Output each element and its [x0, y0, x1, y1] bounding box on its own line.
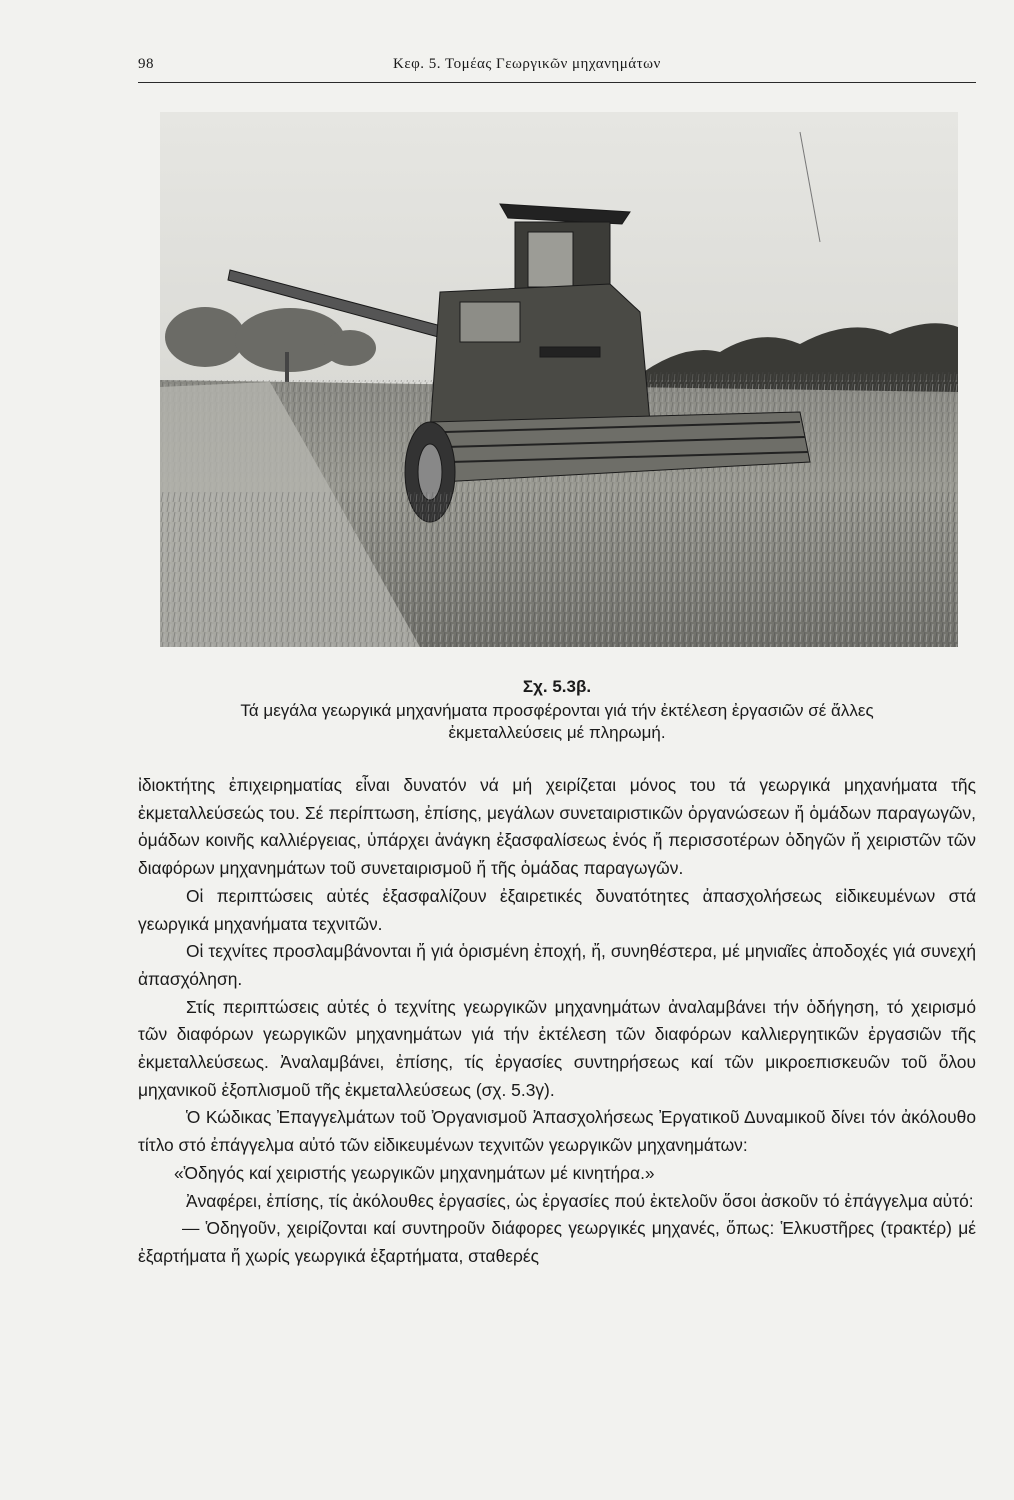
page-header — [138, 56, 976, 83]
body-text — [138, 772, 976, 1271]
paragraph: Οἱ περιπτώσεις αὐτές ἐξασφαλίζουν ἐξαιρετικές δυνατότητες ἀπασχολήσεως εἰδικευμένων στά γεωργικά μηχανήματα τεχνιτῶν. — [138, 885, 976, 934]
paragraph: Ὁ Κώδικας Ἐπαγγελμάτων τοῦ Ὀργανισμοῦ Ἀπασχολήσεως Ἐργατικοῦ Δυναμικοῦ δίνει τόν ἀκόλουθο τίτλο στό ἐπάγγελμα αὐτό τῶν εἰδικευμένων τεχνιτῶν γεωργικῶν μηχανημάτων: — [138, 1107, 976, 1156]
figure-caption — [138, 676, 976, 744]
paragraph: Οἱ τεχνίτες προσλαμβάνονται ἤ γιά ὁρισμένη ἐποχή, ἤ, συνηθέστερα, μέ μηνιαῖες ἀποδοχές γιά συνεχή ἀπασχόληση. — [138, 941, 976, 989]
figure-label: Σχ. 5.3β. — [522, 677, 592, 696]
combine-harvester-photo — [160, 112, 958, 647]
list-item: — Ὁδηγοῦν, χειρίζονται καί συντηροῦν διάφορες γεωργικές μηχανές, ὅπως: Ἑλκυστῆρες (τρακτέρ) μέ ἐξαρτήματα ἤ χωρίς γεωργικά ἐξαρτήματα, σταθερές — [138, 1218, 976, 1266]
caption-line-2: ἐκμεταλλεύσεις μέ πληρωμή. — [448, 723, 666, 742]
paragraph: Ἀναφέρει, ἐπίσης, τίς ἀκόλουθες ἐργασίες, ὡς ἐργασίες πού ἐκτελοῦν ὅσοι ἀσκοῦν τό ἐπάγγελμα αὐτό: — [186, 1190, 974, 1211]
caption-line-1: Τά μεγάλα γεωργικά μηχανήματα προσφέρονται γιά τήν ἐκτέλεση ἐργασιῶν σέ ἄλλες — [240, 701, 874, 720]
quoted-title: «Ὁδηγός καί χειριστής γεωργικῶν μηχανημάτων μέ κινητήρα.» — [174, 1162, 655, 1183]
paragraph: ἰδιοκτήτης ἐπιχειρηματίας εἶναι δυνατόν νά μή χειρίζεται μόνος του τά γεωργικά μηχανήματα τῆς ἐκμεταλλεύσεώς του. Σέ περίπτωση, ἐπίσης, μεγάλων συνεταιριστικῶν ὀργανώσεων ἤ ὁμάδων παραγωγῶν, ὁμάδων κοινῆς καλλιέργειας, ὑπάρχει ἀνάγκη ἐξασφαλίσεως ἑνός ἤ περισσοτέρων ὁδηγῶν ἤ χειριστῶν τῶν διαφόρων μηχανημάτων τοῦ συνεταιρισμοῦ ἤ τῆς ὁμάδας παραγωγῶν. — [138, 775, 976, 879]
paragraph: Στίς περιπτώσεις αὐτές ὁ τεχνίτης γεωργικῶν μηχανημάτων ἀναλαμβάνει τήν ὁδήγηση, τό χειρισμό τῶν διαφόρων γεωργικῶν μηχανημάτων γιά τήν ἐκτέλεση τῶν διαφόρων καλλιεργητικῶν ἐργασιῶν τῆς ἐκμεταλλεύσεως. Ἀναλαμβάνει, ἐπίσης, τίς ἐργασίες συντηρήσεως καί τῶν μικροεπισκευῶν τοῦ ὅλου μηχανικοῦ ἐξοπλισμοῦ τῆς ἐκμεταλλεύσεως (σχ. 5.3γ). — [138, 996, 976, 1100]
page-number: 98 — [138, 56, 154, 72]
chapter-title: Κεφ. 5. Τομέας Γεωργικῶν μηχανημάτων — [393, 56, 661, 72]
